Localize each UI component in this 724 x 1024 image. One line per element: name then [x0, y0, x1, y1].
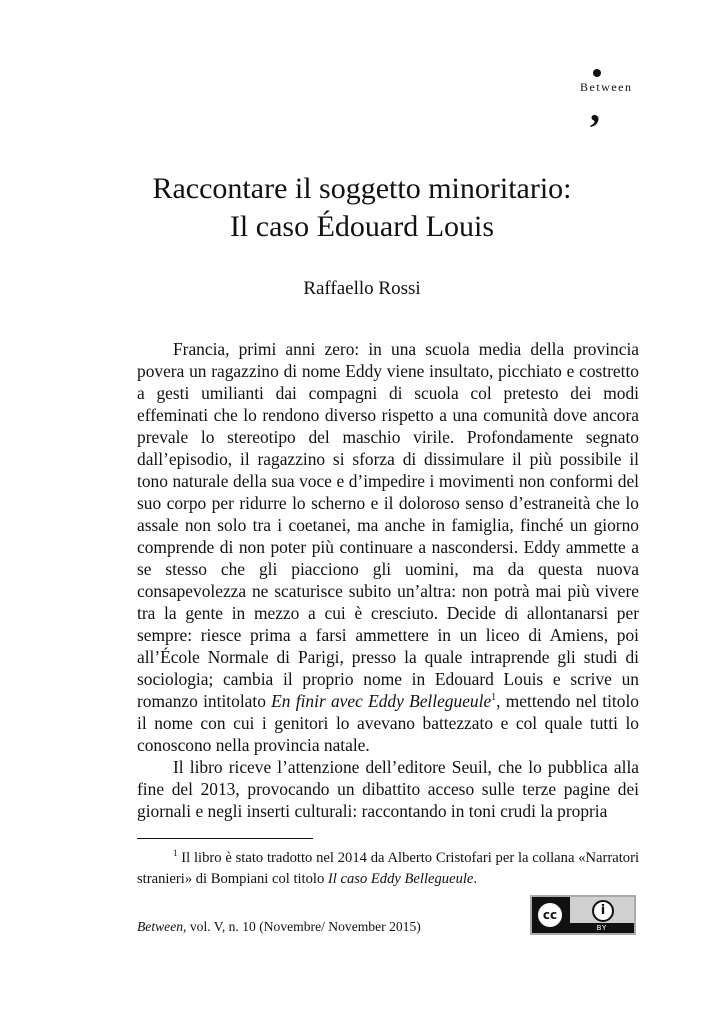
footnote: [137, 848, 639, 890]
cc-icon: cc: [536, 901, 564, 929]
paragraph-2: Il libro riceve l’attenzione dell’editore Seuil, che lo pubblica alla fine del 2013, provocando un dibattito acceso sulle terze pagine dei giornali e negli inserti culturali: raccontando in toni crudi la propria: [137, 757, 639, 821]
title-line-1: Raccontare il soggetto minoritario:: [152, 172, 572, 205]
footnote-ref[interactable]: 1: [491, 692, 497, 704]
cc-license-badge[interactable]: [530, 895, 636, 935]
logo-comma-icon: ,: [590, 85, 600, 130]
paragraph-1-text-a: Francia, primi anni zero: in una scuola media della provincia povera un ragazzino di nome Eddy viene insultato, picchiato e costretto a gesti umilianti dai compagni di scuola col pretesto dei modi effeminati che lo rendono diverso rispetto a una comunità dove ancora prevale lo stereotipo del maschio virile. Profondamente segnato dall’episodio, il ragazzino si sforza di dissimulare il più possibile il tono naturale della sua voce e d’impedire i movimenti non conformi del suo corpo per ridurre lo scherno e il doloroso senso d’estraneità che lo assale non solo tra i coetanei, ma anche in famiglia, finché un giorno comprende di non poter più continuare a nascondersi. Eddy ammette a se stesso che gli piacciono gli uomini, ma da questa nuova consapevolezza ne scaturisce subito un’altra: non potrà mai più vivere tra la gente in mezzo a cui è cresciuto. Decide di allontanarsi per sempre: riesce prima a farsi ammettere in un liceo di Amiens, poi all’École Normale di Parigi, presso la quale intraprende gli studi di sociologia; cambia il proprio nome in Edouard Louis e scrive un romanzo intitolato: [137, 339, 639, 711]
book-title: En finir avec Eddy Bellegueule: [271, 691, 492, 711]
page-footer: [137, 919, 421, 935]
author-name: Raffaello Rossi: [303, 278, 421, 299]
cc-by-label: BY: [570, 923, 634, 933]
journal-citation: , vol. V, n. 10 (Novembre/ November 2015): [183, 919, 421, 934]
article-title: [0, 170, 724, 246]
logo-text: Between: [580, 80, 633, 94]
person-icon: i: [592, 900, 614, 922]
logo-dot-icon: [593, 69, 601, 77]
footnote-text-b: .: [473, 871, 478, 887]
paragraph-1-text-b: , mettendo nel titolo il nome con cui i genitori lo avevano battezzato e col quale tutti lo conoscono nella provincia natale.: [137, 691, 639, 755]
journal-name: Between: [137, 919, 184, 934]
article-body: [137, 338, 639, 822]
title-line-2: Il caso Édouard Louis: [229, 210, 495, 243]
footnote-divider: [137, 838, 313, 839]
paragraph-1: [137, 338, 639, 756]
footnote-book-title: Il caso Eddy Bellegueule: [327, 871, 474, 887]
footnote-text-a: Il libro è stato tradotto nel 2014 da Alberto Cristofari per la collana «Narratori stranieri» di Bompiani col titolo: [137, 850, 639, 887]
cc-by-panel: [570, 897, 634, 933]
footnote-number: 1: [173, 848, 178, 859]
journal-logo: [578, 66, 640, 130]
